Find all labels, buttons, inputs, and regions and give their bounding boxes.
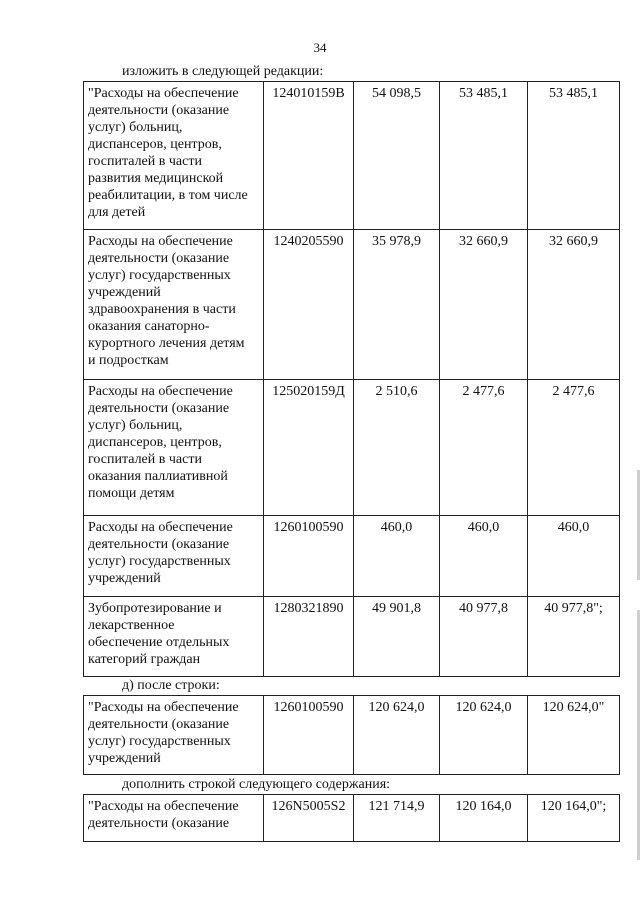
row-name	[84, 230, 264, 380]
row-name-line: услуг) больниц,	[88, 120, 183, 135]
row-name-line: госпиталей в части	[88, 452, 202, 467]
row-name-line: помощи детям	[88, 486, 175, 501]
row-name-line: оказания паллиативной	[88, 469, 228, 484]
row-value-2: 2 477,6	[440, 380, 528, 516]
row-code: 1240205590	[264, 230, 354, 380]
row-name-line: деятельности (оказание	[88, 816, 230, 831]
row-name-line: услуг) больниц,	[88, 418, 183, 433]
row-value-2: 32 660,9	[440, 230, 528, 380]
row-name-line: Расходы на обеспечение	[88, 520, 233, 535]
row-name-line: Зубопротезирование и	[88, 601, 222, 616]
row-name-line: и подросткам	[88, 353, 169, 368]
row-value-3: 40 977,8";	[528, 597, 620, 677]
row-name-line: учреждений	[88, 571, 161, 586]
row-value-3: 32 660,9	[528, 230, 620, 380]
row-name-line: услуг) государственных	[88, 734, 231, 749]
row-value-3: 120 624,0"	[528, 696, 620, 775]
row-name-line: услуг) государственных	[88, 268, 231, 283]
page-number: 34	[313, 40, 327, 55]
row-value-2: 53 485,1	[440, 82, 528, 230]
row-name-line: диспансеров, центров,	[88, 435, 222, 450]
row-name-line: "Расходы на обеспечение	[88, 700, 239, 715]
row-name	[84, 795, 264, 842]
row-name-line: Расходы на обеспечение	[88, 234, 233, 249]
table-row	[84, 380, 620, 516]
row-name-line: деятельности (оказание	[88, 537, 230, 552]
table-row	[84, 696, 620, 775]
row-value-2: 460,0	[440, 516, 528, 597]
row-name-line: для детей	[88, 205, 146, 220]
row-name	[84, 597, 264, 677]
row-code: 1260100590	[264, 516, 354, 597]
row-name	[84, 82, 264, 230]
row-name-line: деятельности (оказание	[88, 717, 230, 732]
row-value-3: 120 164,0";	[528, 795, 620, 842]
table-row	[84, 597, 620, 677]
row-value-2: 120 624,0	[440, 696, 528, 775]
budget-table-after-row	[83, 695, 620, 775]
intro-text-edit: изложить в следующей редакции:	[122, 64, 324, 79]
budget-table-main	[83, 81, 620, 677]
table-row	[84, 82, 620, 230]
row-name-line: лекарственное	[88, 618, 175, 633]
row-name-line: Расходы на обеспечение	[88, 384, 233, 399]
row-value-1: 49 901,8	[354, 597, 440, 677]
row-code: 124010159В	[264, 82, 354, 230]
row-name	[84, 516, 264, 597]
row-name-line: здравоохранения в части	[88, 302, 236, 317]
row-name-line: "Расходы на обеспечение	[88, 799, 239, 814]
table-row	[84, 516, 620, 597]
row-name-line: учреждений	[88, 285, 161, 300]
row-value-1: 54 098,5	[354, 82, 440, 230]
row-value-1: 35 978,9	[354, 230, 440, 380]
row-value-1: 2 510,6	[354, 380, 440, 516]
row-name-line: категорий граждан	[88, 652, 201, 667]
table-row	[84, 795, 620, 842]
row-name	[84, 696, 264, 775]
budget-table-new-row	[83, 794, 620, 842]
row-name-line: диспансеров, центров,	[88, 137, 222, 152]
row-value-3: 460,0	[528, 516, 620, 597]
row-name-line: развития медицинской	[88, 171, 224, 186]
row-code: 1280321890	[264, 597, 354, 677]
row-name-line: "Расходы на обеспечение	[88, 86, 239, 101]
row-value-2: 120 164,0	[440, 795, 528, 842]
row-code: 125020159Д	[264, 380, 354, 516]
row-value-1: 460,0	[354, 516, 440, 597]
row-name-line: госпиталей в части	[88, 154, 202, 169]
row-code: 1260100590	[264, 696, 354, 775]
row-value-1: 121 714,9	[354, 795, 440, 842]
table-row	[84, 230, 620, 380]
row-name-line: курортного лечения детям	[88, 336, 245, 351]
row-value-2: 40 977,8	[440, 597, 528, 677]
row-name-line: деятельности (оказание	[88, 401, 230, 416]
intro-text-after-row: д) после строки:	[122, 678, 220, 693]
row-name-line: реабилитации, в том числе	[88, 188, 248, 203]
row-name-line: обеспечение отдельных	[88, 635, 230, 650]
row-name-line: услуг) государственных	[88, 554, 231, 569]
row-code: 126N5005S2	[264, 795, 354, 842]
row-value-3: 2 477,6	[528, 380, 620, 516]
row-name-line: деятельности (оказание	[88, 251, 230, 266]
row-name-line: оказания санаторно-	[88, 319, 210, 334]
row-value-1: 120 624,0	[354, 696, 440, 775]
row-name	[84, 380, 264, 516]
row-name-line: учреждений	[88, 751, 161, 766]
intro-text-add-row: дополнить строкой следующего содержания:	[122, 777, 391, 792]
row-value-3: 53 485,1	[528, 82, 620, 230]
row-name-line: деятельности (оказание	[88, 103, 230, 118]
